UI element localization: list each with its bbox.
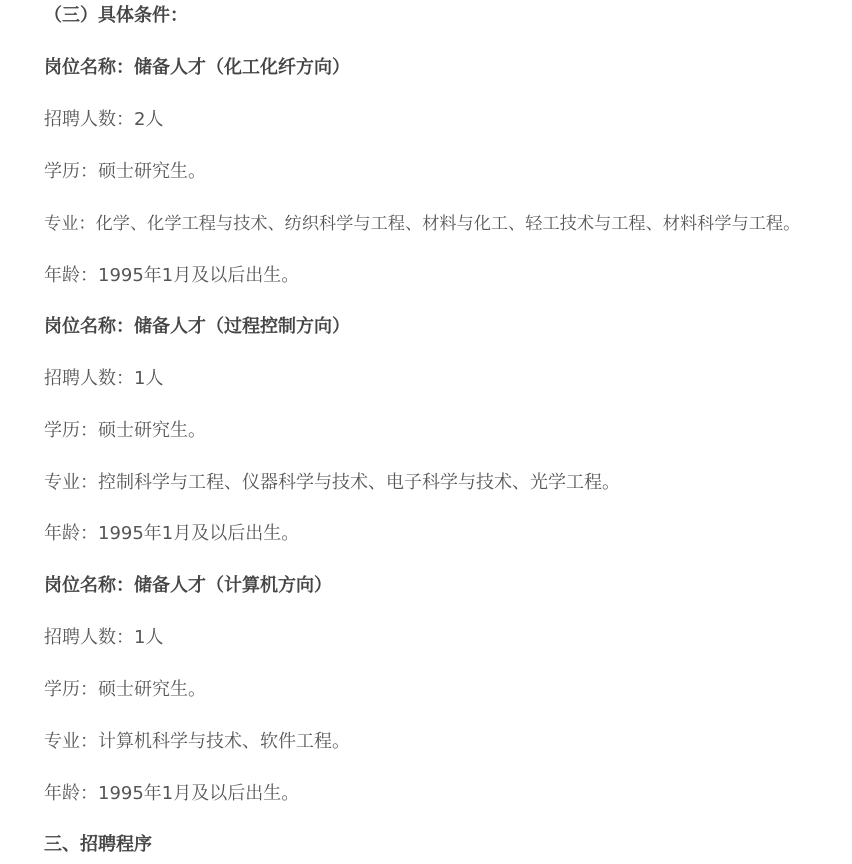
position-title: 岗位名称：储备人才（化工化纤方向） [44,57,350,78]
major-value: 计算机科学与技术、软件工程。 [98,731,350,752]
education-line [44,677,206,703]
major-value: 控制科学与工程、仪器科学与技术、电子科学与技术、光学工程。 [98,472,620,493]
headcount-value: 1人 [134,368,164,389]
age-line [44,263,299,289]
headcount-value: 2人 [134,109,164,130]
age-label: 年龄： [44,265,98,286]
education-value: 硕士研究生。 [98,161,206,182]
position-title: 岗位名称：储备人才（过程控制方向） [44,316,350,337]
education-value: 硕士研究生。 [98,420,206,441]
education-label: 学历： [44,161,98,182]
headcount-line [44,107,163,133]
position-title: 岗位名称：储备人才（计算机方向） [44,575,332,596]
age-line [44,781,299,807]
headcount-value: 1人 [134,627,164,648]
headcount-line [44,366,163,392]
headcount-label: 招聘人数： [44,109,134,130]
age-value: 1995年1月及以后出生。 [98,265,300,286]
major-line [44,729,350,755]
major-value: 化学、化学工程与技术、纺织科学与工程、材料与化工、轻工技术与工程、材料科学与工程。 [95,214,801,234]
major-label: 专业： [44,214,96,234]
section-heading: （三）具体条件： [44,5,188,26]
major-line [44,211,800,237]
education-line [44,418,206,444]
education-label: 学历： [44,679,98,700]
age-label: 年龄： [44,523,98,544]
age-label: 年龄： [44,783,98,804]
next-section-heading: 三、招聘程序 [44,834,152,855]
major-label: 专业： [44,731,98,752]
headcount-label: 招聘人数： [44,627,134,648]
major-label: 专业： [44,472,98,493]
major-line [44,470,620,496]
education-value: 硕士研究生。 [98,679,206,700]
education-line [44,159,206,185]
age-line [44,521,299,547]
headcount-label: 招聘人数： [44,368,134,389]
headcount-line [44,625,163,651]
age-value: 1995年1月及以后出生。 [98,783,300,804]
education-label: 学历： [44,420,98,441]
age-value: 1995年1月及以后出生。 [98,523,300,544]
